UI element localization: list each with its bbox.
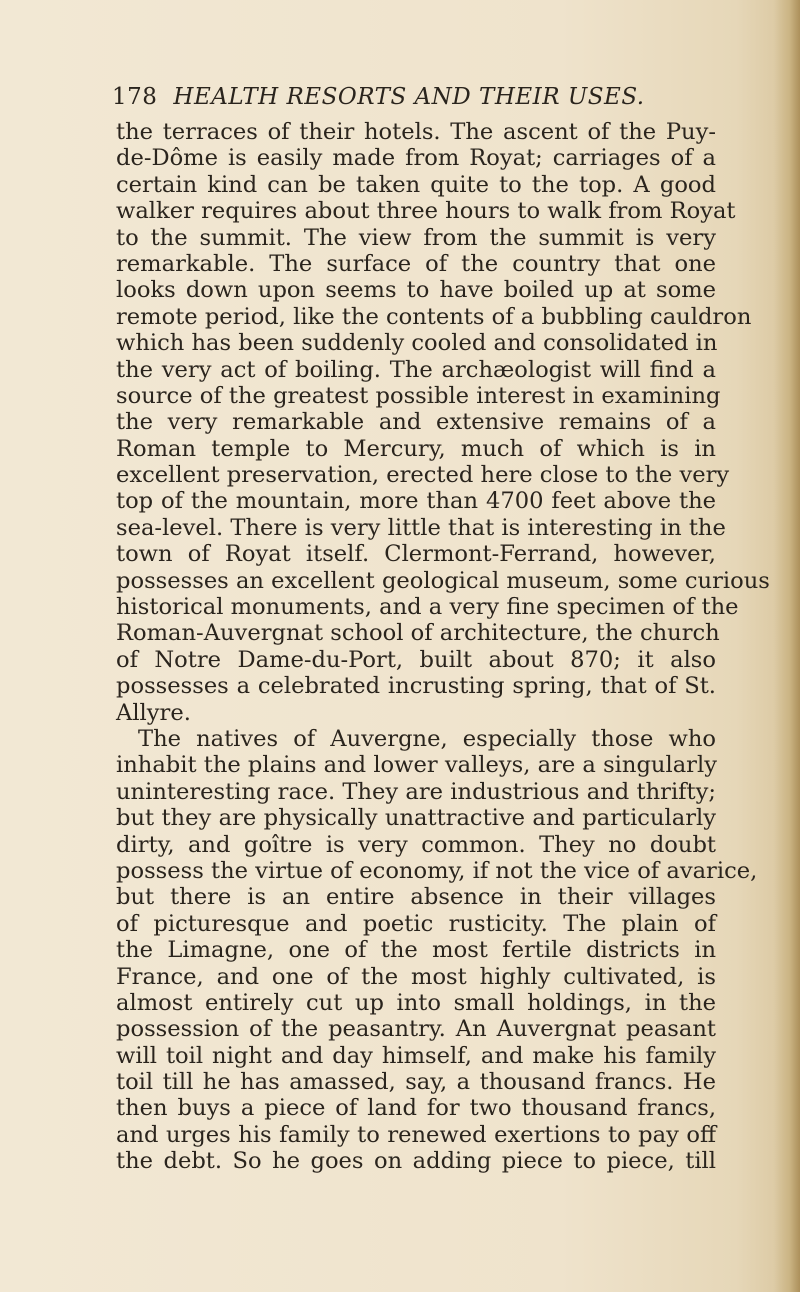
text-line: dirty, and goître is very common. They no doubt [116, 831, 716, 858]
text-line: France, and one of the most highly cultivated, is [116, 963, 716, 990]
page-number: 178 [112, 84, 158, 110]
text-line: the very remarkable and extensive remains of a [116, 409, 716, 436]
text-line: the Limagne, one of the most fertile districts in [116, 937, 716, 964]
text-line: of Notre Dame-du-Port, built about 870; it also [116, 646, 716, 673]
text-line: Roman-Auvergnat school of architecture, the church [116, 620, 720, 647]
text-line: remote period, like the contents of a bubbling cauldron [116, 303, 752, 330]
text-line: the debt. So he goes on adding piece to piece, till [116, 1148, 716, 1175]
text-line: possesses a celebrated incrusting spring, that of St. [116, 673, 716, 700]
text-line: source of the greatest possible interest in examining [116, 382, 721, 409]
paragraph-first-line: The natives of Auvergne, especially those who [138, 725, 716, 752]
text-line: possession of the peasantry. An Auvergnat peasant [116, 1016, 716, 1043]
page-edge-shadow [774, 0, 800, 1292]
paragraph-end-line: Allyre. [116, 699, 191, 726]
running-head [112, 84, 712, 118]
text-line: certain kind can be taken quite to the top. A good [116, 171, 716, 198]
text-line: de-Dôme is easily made from Royat; carriages of a [116, 145, 716, 172]
text-line: but they are physically unattractive and particularly [116, 805, 716, 832]
text-line: but there is an entire absence in their villages [116, 884, 716, 911]
text-line: town of Royat itself. Clermont-Ferrand, however, [116, 541, 716, 568]
text-line: which has been suddenly cooled and consolidated in [116, 330, 718, 357]
text-line: historical monuments, and a very fine specimen of the [116, 594, 739, 621]
text-line: then buys a piece of land for two thousand francs, [116, 1095, 716, 1122]
text-line: looks down upon seems to have boiled up at some [116, 277, 716, 304]
text-line: Roman temple to Mercury, much of which is in [116, 435, 716, 462]
text-line: of picturesque and poetic rusticity. The plain of [116, 910, 716, 937]
text-line: toil till he has amassed, say, a thousand francs. He [116, 1069, 716, 1096]
text-line: uninteresting race. They are industrious and thrifty; [116, 778, 716, 805]
text-line: almost entirely cut up into small holdings, in the [116, 989, 716, 1016]
text-line: walker requires about three hours to walk from Royat [116, 198, 736, 225]
text-line: inhabit the plains and lower valleys, are a singularly [116, 752, 717, 779]
text-line: sea-level. There is very little that is interesting in the [116, 514, 726, 541]
text-line: possesses an excellent geological museum, some curious [116, 567, 770, 594]
body-text [116, 119, 770, 1175]
text-line: will toil night and day himself, and make his family [116, 1042, 716, 1069]
text-line: and urges his family to renewed exertions to pay off [116, 1121, 716, 1148]
text-line: top of the mountain, more than 4700 feet above the [116, 488, 716, 515]
text-line: to the summit. The view from the summit is very [116, 224, 716, 251]
text-line: excellent preservation, erected here close to the very [116, 462, 730, 489]
text-line: the very act of boiling. The archæologist will find a [116, 356, 716, 383]
text-line: remarkable. The surface of the country that one [116, 250, 716, 277]
running-title: HEALTH RESORTS AND THEIR USES. [173, 84, 645, 110]
text-line: the terraces of their hotels. The ascent of the Puy- [116, 119, 716, 145]
text-line: possess the virtue of economy, if not the vice of avarice, [116, 857, 758, 884]
